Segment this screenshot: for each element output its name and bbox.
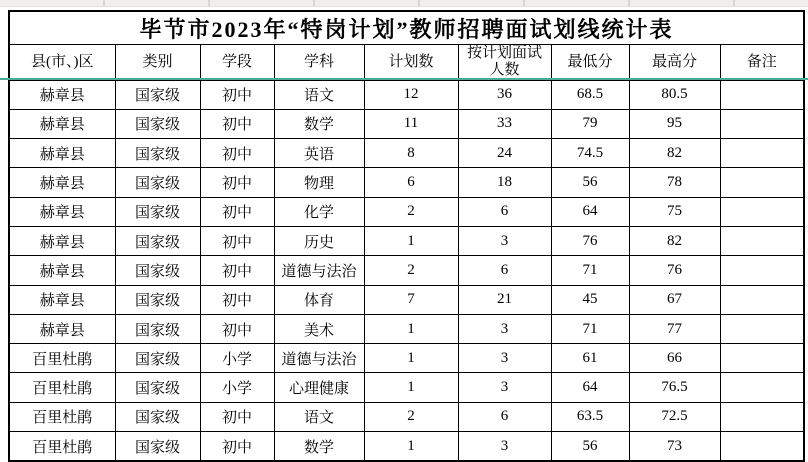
table-row bbox=[9, 373, 804, 402]
table-cell[interactable]: 国家级 bbox=[115, 432, 200, 462]
table-cell[interactable]: 赫章县 bbox=[9, 168, 115, 197]
table-cell[interactable]: 初中 bbox=[200, 432, 274, 462]
table-body bbox=[9, 80, 804, 461]
table-cell[interactable]: 美术 bbox=[274, 314, 364, 343]
table-cell[interactable]: 赫章县 bbox=[9, 80, 115, 109]
header-cell-3[interactable]: 学科 bbox=[274, 45, 364, 81]
table-cell[interactable]: 初中 bbox=[200, 314, 274, 343]
table-cell[interactable]: 24 bbox=[458, 139, 551, 168]
table-cell[interactable]: 76.5 bbox=[629, 373, 720, 402]
table-cell[interactable]: 8 bbox=[364, 139, 458, 168]
table-cell[interactable]: 国家级 bbox=[115, 373, 200, 402]
table-cell[interactable]: 初中 bbox=[200, 226, 274, 255]
table-row bbox=[9, 285, 804, 314]
table-cell[interactable]: 百里杜鹃 bbox=[9, 344, 115, 373]
header-cell-0[interactable]: 县(市、)区 bbox=[9, 45, 115, 81]
table-cell[interactable]: 国家级 bbox=[115, 314, 200, 343]
table-row bbox=[9, 344, 804, 373]
table-cell[interactable]: 6 bbox=[458, 402, 551, 431]
table-cell[interactable]: 18 bbox=[458, 168, 551, 197]
table-cell[interactable]: 82 bbox=[629, 226, 720, 255]
table-cell[interactable]: 61 bbox=[551, 344, 629, 373]
table-cell[interactable]: 初中 bbox=[200, 285, 274, 314]
table-cell[interactable]: 3 bbox=[458, 314, 551, 343]
table-cell[interactable] bbox=[720, 109, 804, 138]
header-cell-8[interactable]: 备注 bbox=[720, 45, 804, 81]
table-cell[interactable]: 心理健康 bbox=[274, 373, 364, 402]
table-cell[interactable]: 1 bbox=[364, 344, 458, 373]
table-cell[interactable]: 百里杜鹃 bbox=[9, 373, 115, 402]
table-cell[interactable] bbox=[720, 314, 804, 343]
table-cell[interactable]: 数学 bbox=[274, 432, 364, 462]
header-cell-4[interactable]: 计划数 bbox=[364, 45, 458, 81]
table-cell[interactable]: 赫章县 bbox=[9, 314, 115, 343]
table-row bbox=[9, 402, 804, 431]
header-row bbox=[9, 45, 804, 81]
table-cell[interactable]: 64 bbox=[551, 197, 629, 226]
table-cell[interactable]: 56 bbox=[551, 168, 629, 197]
table-cell[interactable]: 6 bbox=[364, 168, 458, 197]
title-row bbox=[9, 11, 804, 45]
table-cell[interactable]: 71 bbox=[551, 314, 629, 343]
table-cell[interactable]: 赫章县 bbox=[9, 226, 115, 255]
table-cell[interactable]: 11 bbox=[364, 109, 458, 138]
table-cell[interactable]: 3 bbox=[458, 373, 551, 402]
table-cell[interactable]: 国家级 bbox=[115, 285, 200, 314]
table-cell[interactable]: 国家级 bbox=[115, 402, 200, 431]
table-cell[interactable]: 国家级 bbox=[115, 139, 200, 168]
table-cell[interactable]: 2 bbox=[364, 256, 458, 285]
header-cell-5[interactable]: 按计划面试人数 bbox=[458, 45, 551, 81]
table-cell[interactable] bbox=[720, 432, 804, 462]
table-cell[interactable]: 1 bbox=[364, 373, 458, 402]
table-cell[interactable]: 初中 bbox=[200, 402, 274, 431]
table-cell[interactable]: 75 bbox=[629, 197, 720, 226]
table-cell[interactable]: 67 bbox=[629, 285, 720, 314]
header-cell-2[interactable]: 学段 bbox=[200, 45, 274, 81]
table-row bbox=[9, 80, 804, 109]
table-cell[interactable]: 初中 bbox=[200, 168, 274, 197]
table-cell[interactable] bbox=[720, 168, 804, 197]
table-cell[interactable]: 初中 bbox=[200, 256, 274, 285]
table-cell[interactable]: 76 bbox=[551, 226, 629, 255]
table-cell[interactable]: 国家级 bbox=[115, 344, 200, 373]
table-cell[interactable]: 百里杜鹃 bbox=[9, 402, 115, 431]
table-cell[interactable]: 国家级 bbox=[115, 226, 200, 255]
table-cell[interactable]: 1 bbox=[364, 226, 458, 255]
table-cell[interactable]: 国家级 bbox=[115, 168, 200, 197]
table-cell[interactable]: 45 bbox=[551, 285, 629, 314]
table-cell[interactable]: 76 bbox=[629, 256, 720, 285]
table-cell[interactable]: 历史 bbox=[274, 226, 364, 255]
table-cell[interactable]: 3 bbox=[458, 432, 551, 462]
table-cell[interactable]: 73 bbox=[629, 432, 720, 462]
table-cell[interactable]: 道德与法治 bbox=[274, 256, 364, 285]
table-cell[interactable]: 赫章县 bbox=[9, 285, 115, 314]
spreadsheet-grid-strip bbox=[0, 0, 808, 7]
table-cell[interactable]: 化学 bbox=[274, 197, 364, 226]
table-cell[interactable]: 数学 bbox=[274, 109, 364, 138]
table-cell[interactable]: 赫章县 bbox=[9, 256, 115, 285]
table-cell[interactable]: 赫章县 bbox=[9, 139, 115, 168]
table-row bbox=[9, 109, 804, 138]
table-cell[interactable]: 初中 bbox=[200, 80, 274, 109]
table-row bbox=[9, 168, 804, 197]
table-cell[interactable] bbox=[720, 285, 804, 314]
table-cell[interactable] bbox=[720, 197, 804, 226]
table-cell[interactable]: 56 bbox=[551, 432, 629, 462]
table-cell[interactable]: 82 bbox=[629, 139, 720, 168]
table-cell[interactable]: 3 bbox=[458, 344, 551, 373]
table-cell[interactable]: 33 bbox=[458, 109, 551, 138]
table-cell[interactable]: 2 bbox=[364, 197, 458, 226]
table-cell[interactable] bbox=[720, 256, 804, 285]
table-cell[interactable]: 68.5 bbox=[551, 80, 629, 109]
table-cell[interactable] bbox=[720, 373, 804, 402]
table-cell[interactable]: 国家级 bbox=[115, 109, 200, 138]
table-cell[interactable]: 初中 bbox=[200, 109, 274, 138]
table-row bbox=[9, 256, 804, 285]
table-cell[interactable]: 语文 bbox=[274, 402, 364, 431]
table-cell[interactable]: 国家级 bbox=[115, 197, 200, 226]
table-cell[interactable]: 初中 bbox=[200, 197, 274, 226]
table-cell[interactable]: 21 bbox=[458, 285, 551, 314]
table-cell[interactable]: 体育 bbox=[274, 285, 364, 314]
table-row bbox=[9, 314, 804, 343]
header-cell-1[interactable]: 类别 bbox=[115, 45, 200, 81]
table-cell[interactable]: 3 bbox=[458, 226, 551, 255]
table-cell[interactable]: 7 bbox=[364, 285, 458, 314]
table-cell[interactable]: 1 bbox=[364, 432, 458, 462]
header-cell-7[interactable]: 最高分 bbox=[629, 45, 720, 81]
table-cell[interactable]: 6 bbox=[458, 256, 551, 285]
table-row bbox=[9, 432, 804, 462]
table-cell[interactable]: 77 bbox=[629, 314, 720, 343]
table-cell[interactable]: 71 bbox=[551, 256, 629, 285]
table-cell[interactable]: 赫章县 bbox=[9, 197, 115, 226]
table-row bbox=[9, 139, 804, 168]
table-cell[interactable]: 79 bbox=[551, 109, 629, 138]
table-cell[interactable]: 小学 bbox=[200, 373, 274, 402]
table-cell[interactable]: 物理 bbox=[274, 168, 364, 197]
table-cell[interactable]: 95 bbox=[629, 109, 720, 138]
table-cell[interactable]: 1 bbox=[364, 314, 458, 343]
table-cell[interactable]: 语文 bbox=[274, 80, 364, 109]
table-cell[interactable]: 赫章县 bbox=[9, 109, 115, 138]
table-cell[interactable] bbox=[720, 80, 804, 109]
table-title[interactable]: 毕节市2023年“特岗计划”教师招聘面试划线统计表 bbox=[9, 11, 804, 45]
table-cell[interactable]: 74.5 bbox=[551, 139, 629, 168]
table-row bbox=[9, 197, 804, 226]
table-cell[interactable]: 百里杜鹃 bbox=[9, 432, 115, 462]
table-cell[interactable] bbox=[720, 226, 804, 255]
table-cell[interactable]: 道德与法治 bbox=[274, 344, 364, 373]
freeze-pane-line bbox=[0, 78, 808, 80]
table-cell[interactable]: 英语 bbox=[274, 139, 364, 168]
table-cell[interactable]: 66 bbox=[629, 344, 720, 373]
table-cell[interactable]: 72.5 bbox=[629, 402, 720, 431]
table-cell[interactable]: 78 bbox=[629, 168, 720, 197]
table-cell[interactable]: 国家级 bbox=[115, 256, 200, 285]
table-cell[interactable]: 63.5 bbox=[551, 402, 629, 431]
table-cell[interactable]: 12 bbox=[364, 80, 458, 109]
table-cell[interactable] bbox=[720, 344, 804, 373]
header-cell-6[interactable]: 最低分 bbox=[551, 45, 629, 81]
table-row bbox=[9, 226, 804, 255]
table-cell[interactable]: 6 bbox=[458, 197, 551, 226]
table-cell[interactable] bbox=[720, 139, 804, 168]
table-cell[interactable]: 小学 bbox=[200, 344, 274, 373]
table-cell[interactable]: 80.5 bbox=[629, 80, 720, 109]
table-cell[interactable]: 36 bbox=[458, 80, 551, 109]
table-cell[interactable]: 国家级 bbox=[115, 80, 200, 109]
table-cell[interactable]: 初中 bbox=[200, 139, 274, 168]
table-cell[interactable]: 64 bbox=[551, 373, 629, 402]
table-cell[interactable]: 2 bbox=[364, 402, 458, 431]
table-cell[interactable] bbox=[720, 402, 804, 431]
